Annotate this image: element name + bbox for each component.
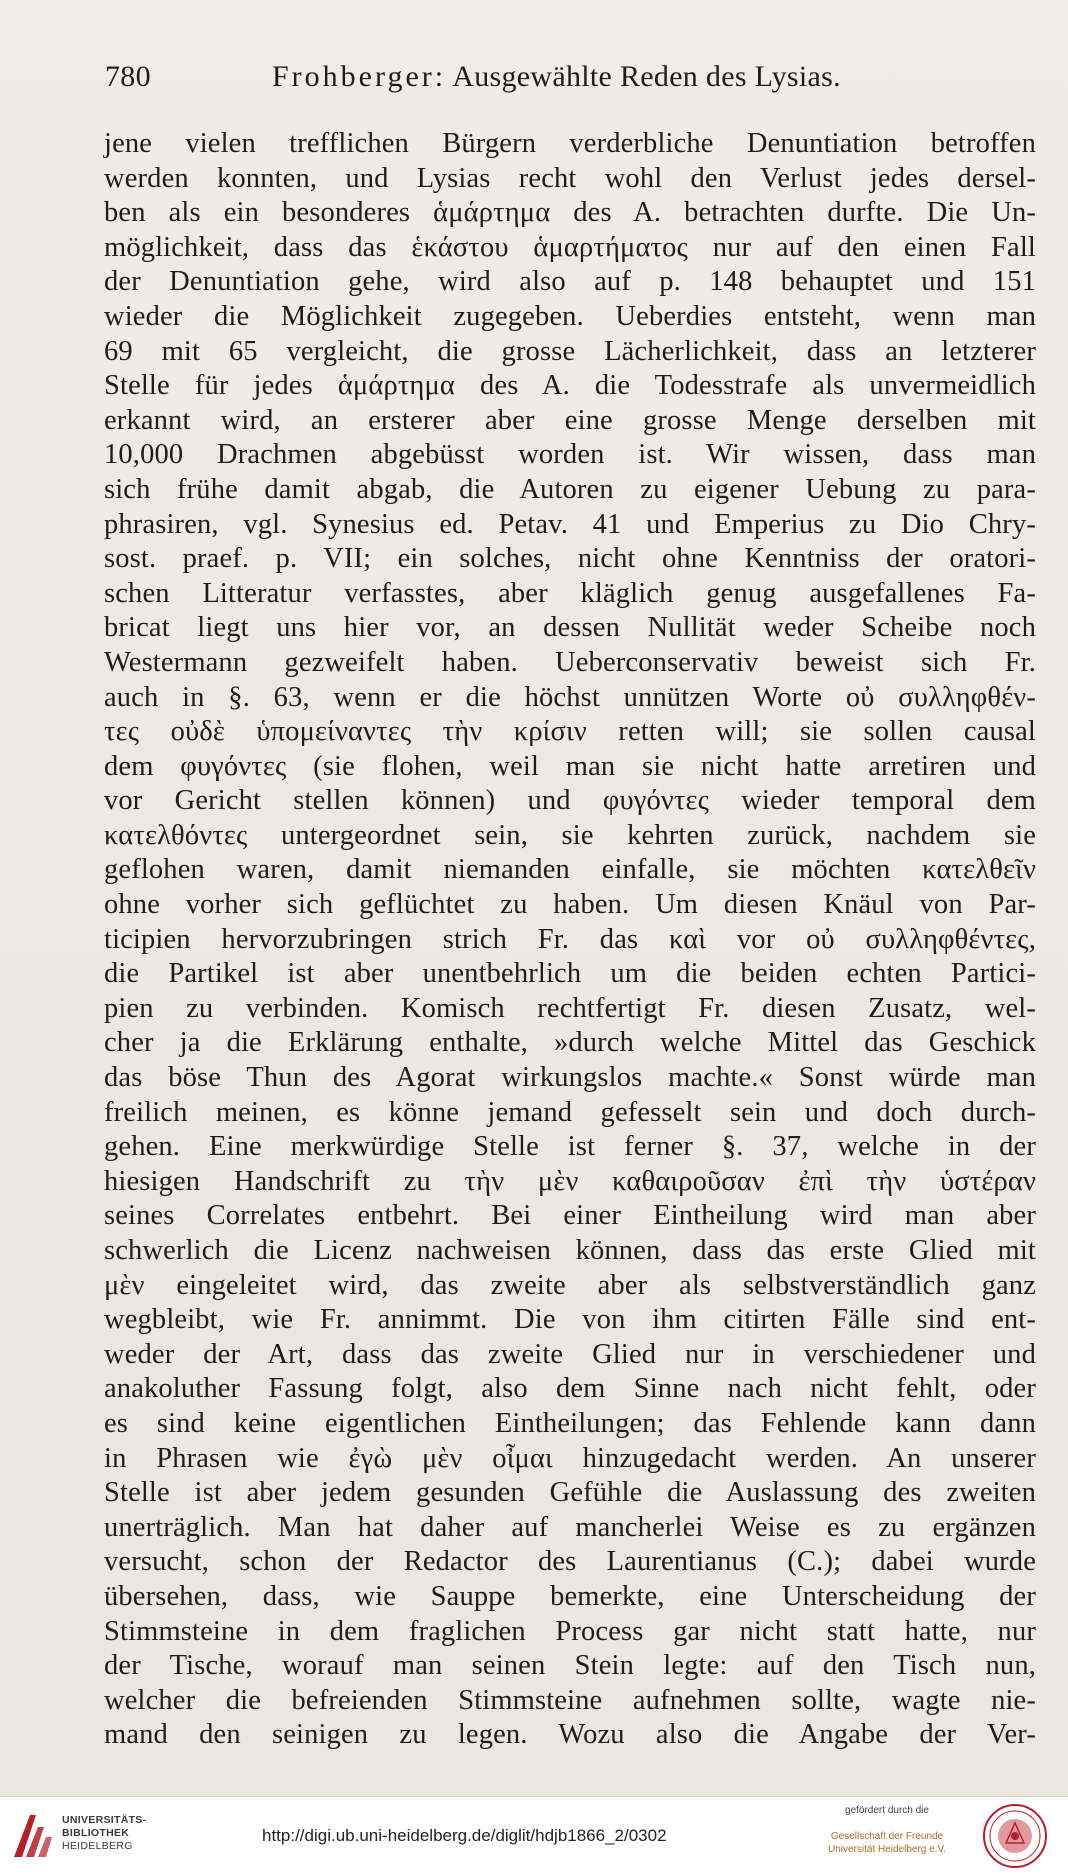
ub-heidelberg-logo-icon (10, 1809, 54, 1861)
text-line: ben als ein besonderes ἁμάρτημα des A. betrachten durfte. Die Un- (104, 197, 1036, 229)
text-line: in Phrasen wie ἐγὼ μὲν οἶμαι hinzugedacht werden. An unserer (104, 1442, 1036, 1474)
text-line: unerträglich. Man hat daher auf mancherlei Weise es zu ergänzen (104, 1511, 1036, 1543)
text-line: ohne vorher sich geflüchtet zu haben. Um diesen Knäul von Par- (104, 889, 1036, 921)
text-line: κατελθόντες untergeordnet sein, sie kehrten zurück, nachdem sie (104, 819, 1036, 851)
library-name (62, 1814, 146, 1853)
text-line: anakoluther Fassung folgt, also dem Sinne nach nicht fehlt, oder (104, 1373, 1036, 1405)
text-line: der Tische, worauf man seinen Stein legte: auf den Tisch nun, (104, 1650, 1036, 1682)
text-line: erkannt wird, an ersterer aber eine grosse Menge derselben mit (104, 404, 1036, 436)
university-seal-icon (982, 1803, 1048, 1869)
text-line: mand den seinigen zu legen. Wozu also die Angabe der Ver- (104, 1719, 1036, 1751)
text-line: dem φυγόντες (sie flohen, weil man sie nicht hatte arretiren und (104, 750, 1036, 782)
text-line: das böse Thun des Agorat wirkungslos machte.« Sonst würde man (104, 1062, 1036, 1094)
permalink-url[interactable]: http://digi.ub.uni-heidelberg.de/diglit/hdjb1866_2/0302 (262, 1826, 667, 1845)
text-line: ticipien hervorzubringen strich Fr. das καὶ vor οὐ συλληφθέντες, (104, 923, 1036, 955)
text-line: Stelle für jedes ἁμάρτημα des A. die Todesstrafe als unvermeidlich (104, 370, 1036, 402)
text-line: gehen. Eine merkwürdige Stelle ist ferner §. 37, welche in der (104, 1131, 1036, 1163)
text-line: auch in §. 63, wenn er die höchst unnützen Worte οὐ συλληφθέν- (104, 681, 1036, 713)
text-line: phrasiren, vgl. Synesius ed. Petav. 41 und Emperius zu Dio Chry- (104, 508, 1036, 540)
text-line: es sind keine eigentlichen Eintheilungen; das Fehlende kann dann (104, 1407, 1036, 1439)
text-line: wegbleibt, wie Fr. annimmt. Die von ihm citirten Fälle sind ent- (104, 1304, 1036, 1336)
body-text (104, 127, 1036, 1753)
text-line: seines Correlates entbehrt. Bei einer Eintheilung wird man aber (104, 1200, 1036, 1232)
text-line: der Denuntiation gehe, wird also auf p. 148 behauptet und 151 (104, 266, 1036, 298)
text-line: geflohen waren, damit niemanden einfalle, sie möchten κατελθεῖν (104, 854, 1036, 886)
text-line: hiesigen Handschrift zu τὴν μὲν καθαιροῦσαν ἐπὶ τὴν ὑστέραν (104, 1165, 1036, 1197)
text-line: die Partikel ist aber unentbehrlich um die beiden echten Partici- (104, 958, 1036, 990)
sponsor-org-line-1: Gesellschaft der Freunde (830, 1831, 944, 1842)
text-line: pien zu verbinden. Komisch rechtfertigt Fr. diesen Zusatz, wel- (104, 992, 1036, 1024)
text-line: vor Gericht stellen können) und φυγόντες wieder temporal dem (104, 785, 1036, 817)
text-line: wieder die Möglichkeit zugegeben. Ueberdies entsteht, wenn man (104, 300, 1036, 332)
text-line: cher ja die Erklärung enthalte, »durch welche Mittel das Geschick (104, 1027, 1036, 1059)
text-line: welcher die befreienden Stimmsteine aufnehmen sollte, wagte nie- (104, 1684, 1036, 1716)
running-author: Frohberger: (272, 60, 447, 93)
text-line: bricat liegt uns hier vor, an dessen Nullität weder Scheibe noch (104, 612, 1036, 644)
text-line: schwerlich die Licenz nachweisen können, dass das erste Glied mit (104, 1235, 1036, 1266)
text-line: schen Litteratur verfasstes, aber kläglich genug ausgefallenes Fa- (104, 577, 1036, 609)
text-line: τες οὐδὲ ὑπομείναντες τὴν κρίσιν retten will; sie sollen causal (104, 716, 1036, 748)
library-line-3: HEIDELBERG (62, 1840, 133, 1852)
sponsor-label: gefördert durch die (845, 1805, 929, 1816)
text-line: μὲν eingeleitet wird, das zweite aber als selbstverständlich ganz (104, 1269, 1036, 1301)
text-line: übersehen, dass, wie Sauppe bemerkte, eine Unterscheidung der (104, 1580, 1036, 1612)
text-line: werden konnten, und Lysias recht wohl den Verlust jedes dersel- (104, 162, 1036, 194)
text-line: sich frühe damit abgab, die Autoren zu eigener Uebung zu para- (104, 473, 1036, 505)
text-line: weder der Art, dass das zweite Glied nur in verschiedener und (104, 1338, 1036, 1370)
text-line: 10,000 Drachmen abgebüsst worden ist. Wir wissen, dass man (104, 439, 1036, 471)
text-line: Stelle ist aber jedem gesunden Gefühle die Auslassung des zweiten (104, 1477, 1036, 1509)
running-title (272, 60, 841, 94)
sponsor-block (812, 1805, 962, 1856)
text-line: 69 mit 65 vergleicht, die grosse Lächerlichkeit, dass an letzterer (104, 335, 1036, 367)
text-line: möglichkeit, dass das ἑκάστου ἁμαρτήματος nur auf den einen Fall (104, 231, 1036, 263)
text-line: sost. praef. p. VII; ein solches, nicht ohne Kenntniss der oratori- (104, 543, 1036, 575)
page-number: 780 (105, 60, 151, 93)
library-line-2: BIBLIOTHEK (62, 1827, 130, 1839)
library-line-1: UNIVERSITÄTS- (62, 1814, 147, 1826)
running-header (105, 60, 965, 104)
running-work-title: Ausgewählte Reden des Lysias. (452, 60, 841, 93)
text-line: versucht, schon der Redactor des Laurentianus (C.); dabei wurde (104, 1546, 1036, 1578)
text-line: Stimmsteine in dem fraglichen Process gar nicht statt hatte, nur (104, 1615, 1036, 1647)
viewer-footer (0, 1796, 1068, 1875)
sponsor-org-line-2: Universität Heidelberg e.V. (827, 1844, 947, 1855)
text-line: Westermann gezweifelt haben. Ueberconservativ beweist sich Fr. (104, 646, 1036, 678)
text-line: freilich meinen, es könne jemand gefesselt sein und doch durch- (104, 1096, 1036, 1128)
text-line: jene vielen trefflichen Bürgern verderbliche Denuntiation betroffen (104, 128, 1036, 159)
